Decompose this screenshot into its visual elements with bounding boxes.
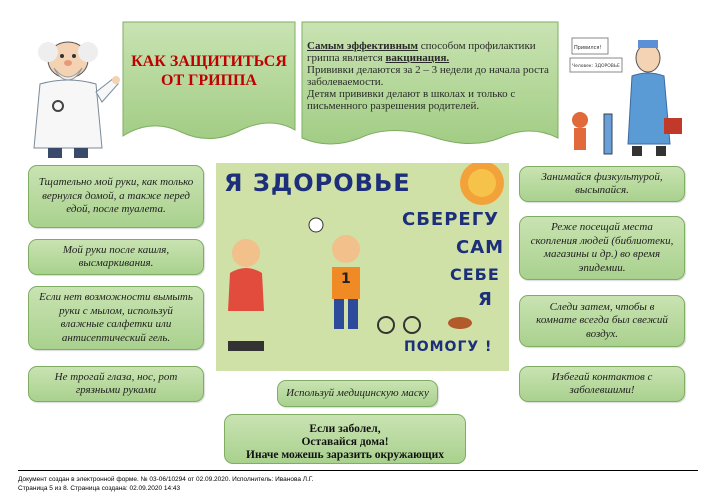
doctor-right-illustration — [566, 24, 690, 162]
doctor-note-1: Привился! — [574, 45, 602, 51]
document-footer — [18, 470, 698, 493]
poster-line-3: САМ — [456, 237, 505, 258]
doctor-left-illustration — [18, 36, 120, 162]
tip-fresh-air: Следи затем, чтобы в комнате всегда был свежий воздух. — [519, 295, 685, 347]
poster-line-6: ПОМОГУ ! — [404, 339, 493, 355]
tip-exercise-sleep: Занимайся физкультурой, высыпайся. — [519, 166, 685, 202]
tip-wash-hands: Тщательно мой руки, как только вернулся домой, а также перед едой, после туалета. — [28, 165, 204, 228]
poster-line-1: Я ЗДОРОВЬЕ — [224, 169, 411, 197]
tip-dont-touch-face: Не трогай глаза, нос, рот грязными руками — [28, 366, 204, 402]
info-line-3: Детям прививки делают в школах и только с письменного разрешения родителей. — [307, 88, 516, 112]
tip-sanitizer: Если нет возможности вымыть руки с мылом, используй влажные салфетки или антисептический гель. — [28, 286, 204, 350]
poster-shirt-number: 1 — [341, 271, 352, 287]
tip-medical-mask: Используй медицинскую маску — [277, 380, 438, 407]
footer-line-1: Документ создан в электронной форме. № 03-06/10294 от 02.09.2020. Исполнитель: Иванова Л.Г. — [18, 476, 314, 483]
stay-home-notice — [224, 414, 466, 464]
doctor-note-2: Человек: ЗДОРОВЬЕ — [572, 64, 620, 69]
poster-line-4: СЕБЕ — [450, 265, 500, 284]
info-lead-bold: Самым эффективным — [307, 40, 418, 52]
info-line-2: Прививки делаются за 2 – 3 недели до начала роста заболеваемости. — [307, 64, 549, 88]
page-title: КАК ЗАЩИТИТЬСЯ ОТ ГРИППА — [131, 53, 287, 89]
tip-avoid-crowds: Реже посещай места скопления людей (библиотеки, магазины и др.) во время эпидемии. — [519, 216, 685, 280]
vaccination-info — [307, 40, 557, 112]
stay-home-line-2: Оставайся дома! — [301, 436, 389, 448]
poster-line-2: СБЕРЕГУ — [402, 209, 500, 230]
tip-avoid-sick: Избегай контактов с заболевшими! — [519, 366, 685, 402]
stay-home-line-3: Иначе можешь заразить окружающих — [246, 449, 444, 461]
footer-line-2: Страница 5 из 8. Страница создана: 02.09.2020 14:43 — [18, 485, 181, 492]
info-lead: способом профилактики гриппа является — [307, 40, 536, 64]
stay-home-line-1: Если заболел, — [309, 423, 381, 435]
healthy-poster — [216, 163, 509, 371]
poster-line-5: Я — [478, 289, 493, 310]
info-vaccination: вакцинация. — [385, 52, 450, 64]
tip-after-cough: Мой руки после кашля, высмаркивания. — [28, 239, 204, 275]
